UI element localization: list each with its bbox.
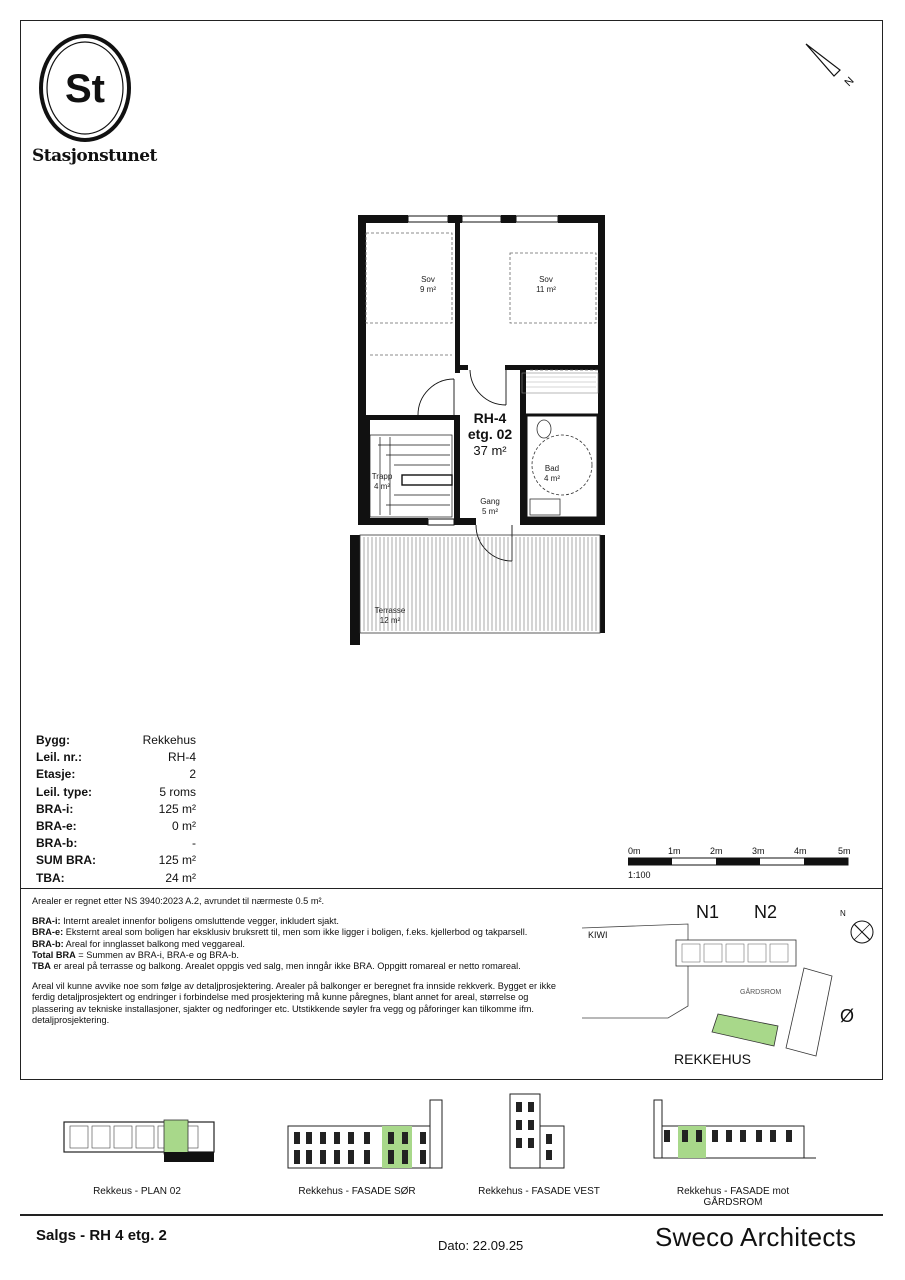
room-name: Gang (480, 497, 500, 506)
svg-text:N: N (840, 909, 846, 918)
thumb-facade-south (284, 1098, 444, 1170)
spec-row (36, 801, 196, 818)
spec-row (36, 852, 196, 869)
unit-floor: etg. 02 (467, 426, 513, 442)
thumb-plan (60, 1108, 220, 1168)
spec-value: 24 m² (165, 870, 196, 885)
firm-name: Sweco Architects (655, 1222, 857, 1252)
spec-row (36, 870, 196, 887)
spec-key: BRA-i: (36, 801, 74, 816)
thumb-label-facade-west: Rekkehus - FASADE VEST (478, 1186, 600, 1197)
scale-tick: 4m (794, 846, 807, 856)
thumb-facade-courtyard (650, 1098, 820, 1170)
room-area: 4 m² (544, 474, 560, 483)
spec-key: TBA: (36, 870, 65, 885)
scale-tick: 0m (628, 846, 641, 856)
floor-plan (330, 205, 620, 660)
scale-tick: 3m (752, 846, 765, 856)
thumb-label-facade-south: Rekkehus - FASADE SØR (298, 1186, 416, 1197)
spec-key: Leil. type: (36, 784, 93, 799)
scale-tick: 1m (668, 846, 681, 856)
room-name: Sov (539, 275, 553, 284)
room-area: 4 m² (374, 482, 390, 491)
thumb-facade-west (500, 1090, 580, 1170)
room-name: Terrasse (374, 606, 406, 615)
spec-value: RH-4 (167, 750, 196, 765)
spec-key: Etasje: (36, 767, 76, 782)
keymap-label-gardsrom: GÅRDSROM (740, 989, 782, 996)
room-name: Bad (544, 464, 560, 473)
room-area: 9 m² (420, 285, 436, 294)
spec-value: Rekkehus (142, 733, 196, 747)
spec-value: 125 m² (158, 853, 196, 868)
scale-ratio: 1:100 (628, 870, 651, 880)
keymap-label-kiwi: KIWI (588, 930, 608, 940)
room-name: Trapp (371, 472, 393, 481)
spec-row (36, 818, 196, 835)
spec-value: 5 roms (159, 784, 196, 799)
svg-text:St: St (65, 67, 105, 111)
area-notes (32, 896, 572, 1026)
keymap-label-n2: N2 (754, 902, 778, 922)
scale-tick: 2m (710, 846, 723, 856)
note-total: Total BRA = Summen av BRA-i, BRA-e og BRA-b. (32, 949, 239, 960)
sheet-date: Dato: 22.09.25 (438, 1238, 524, 1253)
scale-bar (628, 846, 858, 880)
spec-value: 0 m² (172, 818, 196, 833)
notes-disclaimer: Areal vil kunne avvike noe som følge av detaljprosjektering. Arealer på balkonger er beregnet fra innside rekkverk. Bygget er ikke ferdig detaljprosjektert og endringer i forbindelse med prosjektering må kunne påregnes, blant annet for areal, størrelse og plassering av tekniske installasjoner, sjakter og nedforinger etc. Utstikkende søyler fra vegg og påforinger kan tilkomme ifm. detaljprosjektering. (32, 981, 556, 1025)
room-name: Sov (421, 275, 435, 284)
north-arrow-icon (800, 40, 860, 95)
spec-key: Bygg: (36, 733, 70, 747)
keymap-compass-icon (840, 909, 873, 943)
spec-row (36, 784, 196, 801)
spec-row (36, 749, 196, 766)
spec-key: BRA-e: (36, 818, 77, 833)
thumb-label-facade-courtyard: Rekkehus - FASADE mot GÅRDSROM (676, 1186, 790, 1208)
spec-row (36, 732, 196, 749)
spec-key: Leil. nr.: (36, 750, 83, 765)
spec-value: 125 m² (158, 801, 196, 816)
sheet-title: Salgs - RH 4 etg. 2 (36, 1227, 167, 1244)
unit-specifications (36, 732, 196, 887)
keymap-label-n1: N1 (696, 902, 720, 922)
note-bra-e: BRA-e: Eksternt areal som boligen har eksklusiv bruksrett til, men som ikke ligger i boligen, f.eks. kjellerbod og takparsell. (32, 927, 528, 938)
keymap-label-rekkehus: REKKEHUS (674, 1051, 752, 1067)
spec-value: - (192, 836, 196, 851)
keymap-label-o: Ø (840, 1006, 855, 1026)
note-bra-i: BRA-i: Internt arealet innenfor boligens omsluttende vegger, inkludert sjakt. (32, 916, 339, 927)
room-area: 5 m² (482, 507, 498, 516)
spec-key: SUM BRA: (36, 853, 96, 868)
scale-tick: 5m (838, 846, 851, 856)
site-key-map (578, 896, 878, 1072)
thumb-label-plan: Rekkeus - PLAN 02 (93, 1186, 181, 1197)
unit-code: RH-4 (473, 410, 507, 426)
note-bra-b: BRA-b: Areal for innglasset balkong med veggareal. (32, 938, 245, 949)
note-tba: TBA er areal på terrasse og balkong. Arealet oppgis ved salg, men inngår ikke BRA. Oppgitt romareal er netto romareal. (32, 961, 521, 972)
info-divider (20, 888, 883, 889)
unit-area: 37 m² (473, 443, 507, 458)
spec-value: 2 (189, 767, 196, 782)
spec-row (36, 835, 196, 852)
spec-key: BRA-b: (36, 836, 78, 851)
room-area: 11 m² (536, 285, 556, 294)
room-area: 12 m² (379, 616, 401, 625)
north-letter: N (842, 74, 857, 89)
spec-row (36, 766, 196, 783)
notes-intro: Arealer er regnet etter NS 3940:2023 A.2, avrundet til nærmeste 0.5 m². (32, 896, 325, 906)
logo-wordmark: Stasjonstunet (32, 146, 157, 166)
